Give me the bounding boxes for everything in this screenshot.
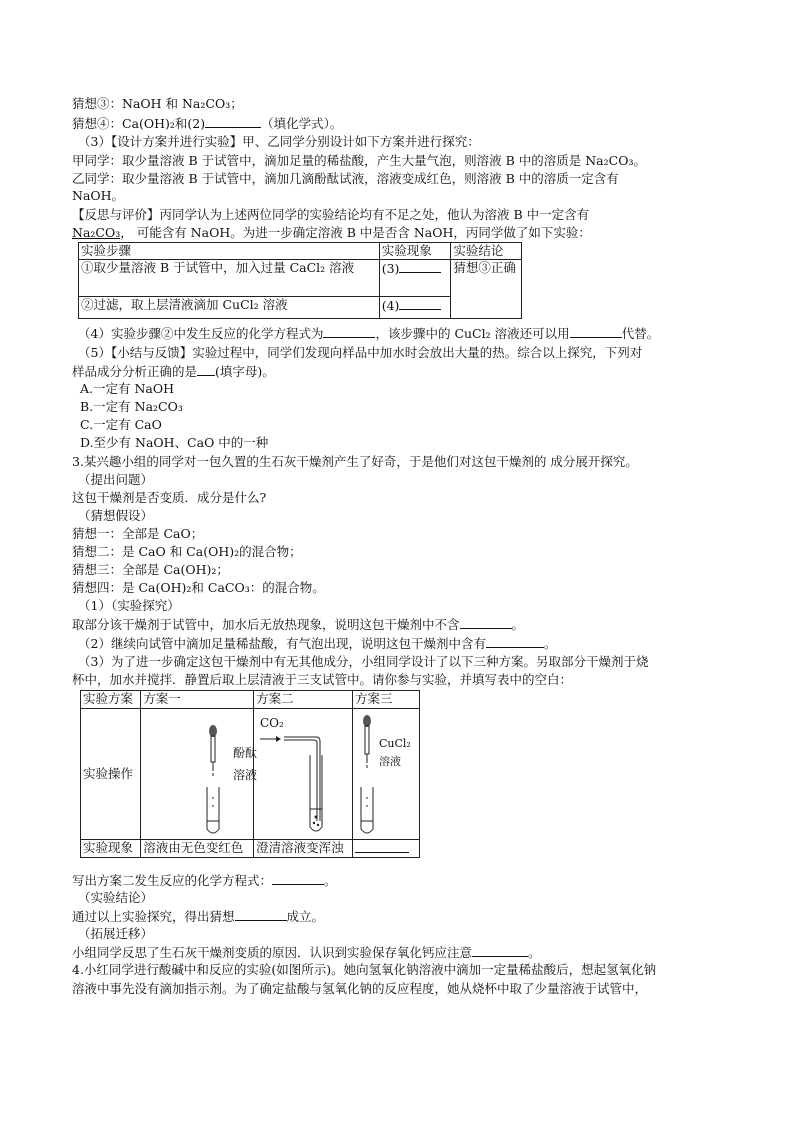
q3-explore-3-line2: 杯中，加水并搅拌．静置后取上层清液于三支试管中。请你参与实验，并填写表中的空白： xyxy=(72,672,573,687)
reflect-rest: ， 可能含有 NaOH。为进一步确定溶液 B 中是否含 NaOH，丙同学做了如下实验： xyxy=(120,225,591,240)
arrow-right-icon xyxy=(276,736,281,742)
table1-step-2: ②过滤，取上层清液滴加 CuCl₂ 溶液 xyxy=(79,297,380,319)
step-3-heading: （3）【设计方案并进行实验】甲、乙同学分别设计如下方案并进行探究： xyxy=(78,134,480,149)
dropper-bulb-icon xyxy=(363,715,371,727)
blank-label-3: (3) xyxy=(381,261,400,276)
table2-header-plan2: 方案二 xyxy=(254,691,353,709)
answer-blank[interactable] xyxy=(472,944,528,957)
option-a: A.一定有 NaOH xyxy=(80,381,175,396)
explore-1-text: 取部分该干燥剂于试管中，加水后无放热现象，说明这包干燥剂中不含 xyxy=(72,617,460,632)
jia-plan: 甲同学：取少量溶液 B 于试管中，滴加足量的稀盐酸，产生大量气泡，则溶液 B 中的溶质是 Na₂CO₃。 xyxy=(72,153,646,168)
step-4-text-c: 代替。 xyxy=(621,326,660,341)
table1-phenomenon-2 xyxy=(379,297,451,319)
q3-question-heading: （提出问题） xyxy=(78,472,154,487)
answer-blank[interactable] xyxy=(570,325,622,338)
test-tube-icon xyxy=(361,787,373,833)
reagent-label-solution-3: 溶液 xyxy=(379,755,402,768)
table1-header-conclusion: 实验结论 xyxy=(451,243,522,260)
plan1-diagram xyxy=(141,709,258,840)
table1-step-1: ①取少量溶液 B 于试管中，加入过量 CaCl₂ 溶液 xyxy=(79,260,380,297)
option-d: D.至少有 NaOH、CaO 中的一种 xyxy=(80,435,269,450)
experiment-table-1 xyxy=(78,242,522,319)
reagent-label-solution: 溶液 xyxy=(233,768,258,782)
guess-4 xyxy=(72,115,342,132)
q3-conclusion xyxy=(72,908,324,925)
dropper-glass-icon xyxy=(211,736,215,762)
q3-guess-2: 猜想二：是 CaO 和 Ca(OH)₂的混合物； xyxy=(72,544,302,559)
q3-explore-3-line1: （3）为了进一步确定这包干燥剂中有无其他成分，小组同学设计了以下三种方案。另取部分干燥剂于烧 xyxy=(78,654,649,669)
q3-guess-3: 猜想三：全部是 Ca(OH)₂； xyxy=(72,562,229,577)
answer-blank[interactable] xyxy=(460,616,512,629)
answer-blank[interactable] xyxy=(399,260,441,273)
reflect-line1: 【反思与评价】丙同学认为上述两位同学的实验结论均有不足之处，他认为溶液 B 中一定含有 xyxy=(72,207,590,222)
plan1-phenomenon: 溶液由无色变红色 xyxy=(141,840,254,858)
dropper-tube-figure-3 xyxy=(353,709,415,839)
explore-2-end: 。 xyxy=(543,636,557,651)
option-c: C.一定有 CaO xyxy=(80,417,162,432)
step-4-text-a: （4）实验步骤②中发生反应的化学方程式为 xyxy=(78,326,324,341)
reagent-label-phenolphthalein: 酚酞 xyxy=(233,746,258,760)
answer-blank[interactable] xyxy=(197,363,215,376)
table2-header-plan1: 方案一 xyxy=(141,691,254,709)
q3-equation xyxy=(72,872,337,889)
extension-text: 小组同学反思了生石灰干燥剂变质的原因．认识到实验保存氧化钙应注意 xyxy=(72,945,473,960)
option-b: B.一定有 Na₂CO₃ xyxy=(80,399,183,414)
conclusion-text: 通过以上实验探究，得出猜想 xyxy=(72,909,235,924)
q3-guess-heading: （猜想假设） xyxy=(78,508,154,523)
table1-header-step: 实验步骤 xyxy=(79,243,380,260)
reagent-label-cucl2: CuCl₂ xyxy=(379,737,411,750)
q3-intro: 3.某兴趣小组的同学对一包久置的生石灰干燥剂产生了好奇，于是他们对这包干燥剂的 成分展开探究。 xyxy=(72,454,638,469)
step-5-text-b: (填字母)。 xyxy=(215,364,275,379)
answer-blank[interactable] xyxy=(355,840,409,853)
step-4 xyxy=(78,325,659,342)
test-tube-icon xyxy=(207,787,219,833)
gas-tube-figure xyxy=(254,709,348,839)
q3-guess-1: 猜想一：全部是 CaO； xyxy=(72,526,204,541)
q3-guess-4: 猜想四：是 Ca(OH)₂和 CaCO₃：的混合物。 xyxy=(72,580,325,595)
table2-operation-label: 实验操作 xyxy=(81,709,141,840)
guess-4-hint: （填化学式）。 xyxy=(261,116,343,131)
answer-blank[interactable] xyxy=(272,872,324,885)
q4-line2: 溶液中事先没有滴加指示剂。为了确定盐酸与氢氧化钠的反应程度，她从烧杯中取了少量溶液于试管中， xyxy=(72,981,648,996)
step-5-line2 xyxy=(72,363,275,380)
equation-text: 写出方案二发生反应的化学方程式： xyxy=(72,873,273,888)
reflect-answer: Na₂CO₃ xyxy=(72,225,121,240)
q3-explore-1 xyxy=(72,616,524,633)
reflect-line2 xyxy=(72,225,591,241)
q3-extension xyxy=(72,944,541,961)
step-5-text-a: 样品成分分析正确的是 xyxy=(72,364,198,379)
guess-4-text: 猜想④：Ca(OH)₂和(2) xyxy=(72,116,206,131)
answer-blank[interactable] xyxy=(235,908,287,921)
guess-3: 猜想③：NaOH 和 Na₂CO₃； xyxy=(72,96,243,111)
q4-line1: 4.小红同学进行酸碱中和反应的实验(如图所示)。她向氢氧化钠溶液中滴加一定量稀盐酸后，想起氢氧化钠 xyxy=(72,962,657,977)
answer-blank[interactable] xyxy=(205,115,261,128)
q3-explore-heading: （1）（实验探究） xyxy=(78,598,180,613)
answer-blank[interactable] xyxy=(323,325,375,338)
table2-phenomenon-label: 实验现象 xyxy=(81,840,141,858)
conclusion-end: 成立。 xyxy=(286,909,325,924)
yi-plan-line2: NaOH。 xyxy=(72,188,125,203)
extension-end: 。 xyxy=(528,945,541,960)
q3-question: 这包干燥剂是否变质．成分是什么? xyxy=(72,490,267,505)
table2-header-plan3: 方案三 xyxy=(353,691,420,709)
plan2-diagram xyxy=(254,709,353,840)
equation-end: 。 xyxy=(324,873,337,888)
answer-blank[interactable] xyxy=(399,297,441,310)
dropper-tube-figure-1 xyxy=(141,709,258,839)
dropper-bulb-icon xyxy=(209,725,217,737)
plan3-phenomenon xyxy=(353,840,420,858)
q3-extension-heading: （拓展迁移） xyxy=(78,926,154,941)
gas-label-co2: CO₂ xyxy=(260,716,284,730)
table1-phenomenon-1 xyxy=(379,260,451,297)
table1-conclusion-1: 猜想③正确 xyxy=(451,260,522,319)
blank-label-4: (4) xyxy=(381,298,400,313)
step-5-line1: （5）【小结与反馈】实验过程中，同学们发现向样品中加水时会放出大量的热。综合以上探究，下列对 xyxy=(78,345,643,360)
table1-header-phenomenon: 实验现象 xyxy=(379,243,451,260)
experiment-table-2 xyxy=(80,690,420,858)
table2-header-plan: 实验方案 xyxy=(81,691,141,709)
explore-2-text: （2）继续向试管中滴加足量稀盐酸，有气泡出现，说明这包干燥剂中含有 xyxy=(78,636,486,651)
plan3-diagram xyxy=(353,709,420,840)
delivery-tube-icon xyxy=(284,737,320,821)
yi-plan-line1: 乙同学：取少量溶液 B 于试管中，滴加几滴酚酞试液，溶液变成红色，则溶液 B 中的溶质一定含有 xyxy=(72,171,619,186)
answer-blank[interactable] xyxy=(486,635,544,648)
plan2-phenomenon: 澄清溶液变浑浊 xyxy=(254,840,353,858)
q3-explore-2 xyxy=(78,635,556,652)
step-4-text-b: ，该步骤中的 CuCl₂ 溶液还可以用 xyxy=(375,326,570,341)
dropper-glass-icon xyxy=(365,726,369,754)
q3-conclusion-heading: （实验结论） xyxy=(78,890,154,905)
explore-1-end: 。 xyxy=(511,617,525,632)
